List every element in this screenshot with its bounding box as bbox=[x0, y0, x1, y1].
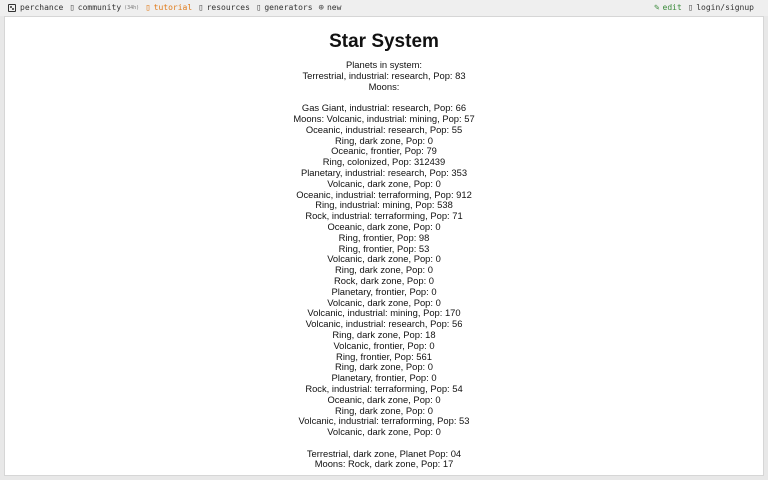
community-badge: (34h) bbox=[124, 5, 140, 11]
output-line: Planetary, frontier, Pop: 0 bbox=[331, 372, 437, 384]
top-nav-bar bbox=[0, 0, 768, 16]
nav-edit-label: edit bbox=[662, 3, 682, 12]
pencil-icon: ✎ bbox=[654, 3, 660, 13]
output-line: Ring, dark zone, Pop: 0 bbox=[335, 264, 433, 276]
list-icon: ▯ bbox=[255, 3, 262, 13]
nav-community-label: community bbox=[77, 3, 122, 12]
output-line: Rock, industrial: terraforming, Pop: 71 bbox=[305, 210, 463, 222]
output-line: Ring, dark zone, Pop: 0 bbox=[335, 134, 433, 146]
output-line: Planetary, frontier, Pop: 0 bbox=[331, 285, 437, 297]
output-line: Terrestrial, industrial: research, Pop: 83 bbox=[302, 69, 466, 81]
nav-new-link[interactable] bbox=[319, 0, 342, 16]
output-line: Volcanic, frontier, Pop: 0 bbox=[333, 339, 435, 351]
user-icon: ▯ bbox=[687, 3, 694, 13]
output-line: Oceanic, frontier, Pop: 79 bbox=[331, 145, 437, 157]
output-line: Oceanic, dark zone, Pop: 0 bbox=[327, 393, 441, 405]
nav-generators-label: generators bbox=[264, 3, 313, 12]
output-line: Oceanic, dark zone, Pop: 0 bbox=[327, 220, 441, 232]
output-line: Ring, dark zone, Pop: 18 bbox=[332, 328, 436, 340]
nav-tutorial-label: tutorial bbox=[153, 3, 193, 12]
nav-resources-label: resources bbox=[206, 3, 250, 12]
output-lines bbox=[5, 60, 763, 470]
nav-login-link[interactable] bbox=[688, 0, 754, 16]
nav-perchance-link[interactable] bbox=[8, 0, 63, 16]
output-line: Terrestrial, dark zone, Planet Pop: 04 bbox=[306, 447, 462, 459]
nav-community-link[interactable] bbox=[69, 0, 139, 16]
output-line: Moons: bbox=[368, 80, 400, 92]
output-line: Volcanic, industrial: mining, Pop: 170 bbox=[307, 307, 461, 319]
output-line: Ring, frontier, Pop: 98 bbox=[338, 231, 430, 243]
output-line: Volcanic, dark zone, Pop: 0 bbox=[327, 296, 441, 308]
generator-output bbox=[5, 31, 763, 470]
nav-left bbox=[0, 0, 654, 16]
output-line: Planets in system: bbox=[345, 59, 423, 70]
output-line: Moons: Volcanic, industrial: mining, Pop: 57 bbox=[293, 112, 475, 124]
nav-edit-link[interactable] bbox=[654, 0, 682, 16]
output-line: Ring, frontier, Pop: 53 bbox=[338, 242, 430, 254]
dice-icon bbox=[8, 4, 16, 12]
output-line: Oceanic, industrial: research, Pop: 55 bbox=[305, 123, 463, 135]
nav-perchance-label: perchance bbox=[20, 3, 64, 12]
output-line: Oceanic, industrial: terraforming, Pop: 912 bbox=[296, 188, 472, 200]
output-line: Ring, dark zone, Pop: 0 bbox=[335, 404, 433, 416]
output-line: Volcanic, industrial: terraforming, Pop: 53 bbox=[298, 415, 470, 427]
output-line: Rock, dark zone, Pop: 0 bbox=[333, 274, 435, 286]
output-line: Gas Giant, industrial: research, Pop: 66 bbox=[301, 102, 467, 114]
nav-login-label: login/signup bbox=[696, 3, 754, 12]
page-title: Star System bbox=[329, 31, 439, 52]
book-icon: ▯ bbox=[198, 3, 204, 13]
output-line: Ring, dark zone, Pop: 0 bbox=[335, 361, 433, 373]
output-line: Volcanic, industrial: research, Pop: 56 bbox=[305, 318, 463, 330]
output-line: Volcanic, dark zone, Pop: 0 bbox=[327, 426, 441, 438]
output-line: Planetary, industrial: research, Pop: 353 bbox=[300, 166, 468, 178]
nav-resources-link[interactable] bbox=[198, 0, 250, 16]
plus-circle-icon: ⊕ bbox=[318, 3, 324, 13]
output-line: Rock, industrial: terraforming, Pop: 54 bbox=[305, 382, 463, 394]
output-line: Volcanic, dark zone, Pop: 0 bbox=[327, 253, 441, 265]
nav-tutorial-link[interactable] bbox=[145, 0, 192, 16]
output-line: Moons: Rock, dark zone, Pop: 17 bbox=[314, 458, 454, 470]
chat-icon: ▯ bbox=[69, 3, 75, 13]
nav-new-label: new bbox=[326, 3, 342, 12]
output-line: Volcanic, dark zone, Pop: 0 bbox=[327, 177, 441, 189]
book-icon: ▯ bbox=[145, 3, 151, 13]
nav-generators-link[interactable] bbox=[256, 0, 313, 16]
nav-right bbox=[654, 0, 768, 16]
output-line: Ring, frontier, Pop: 561 bbox=[336, 350, 432, 362]
generator-output-frame bbox=[4, 16, 764, 476]
output-line: Ring, industrial: mining, Pop: 538 bbox=[315, 199, 453, 211]
output-line: Ring, colonized, Pop: 312439 bbox=[322, 156, 446, 168]
